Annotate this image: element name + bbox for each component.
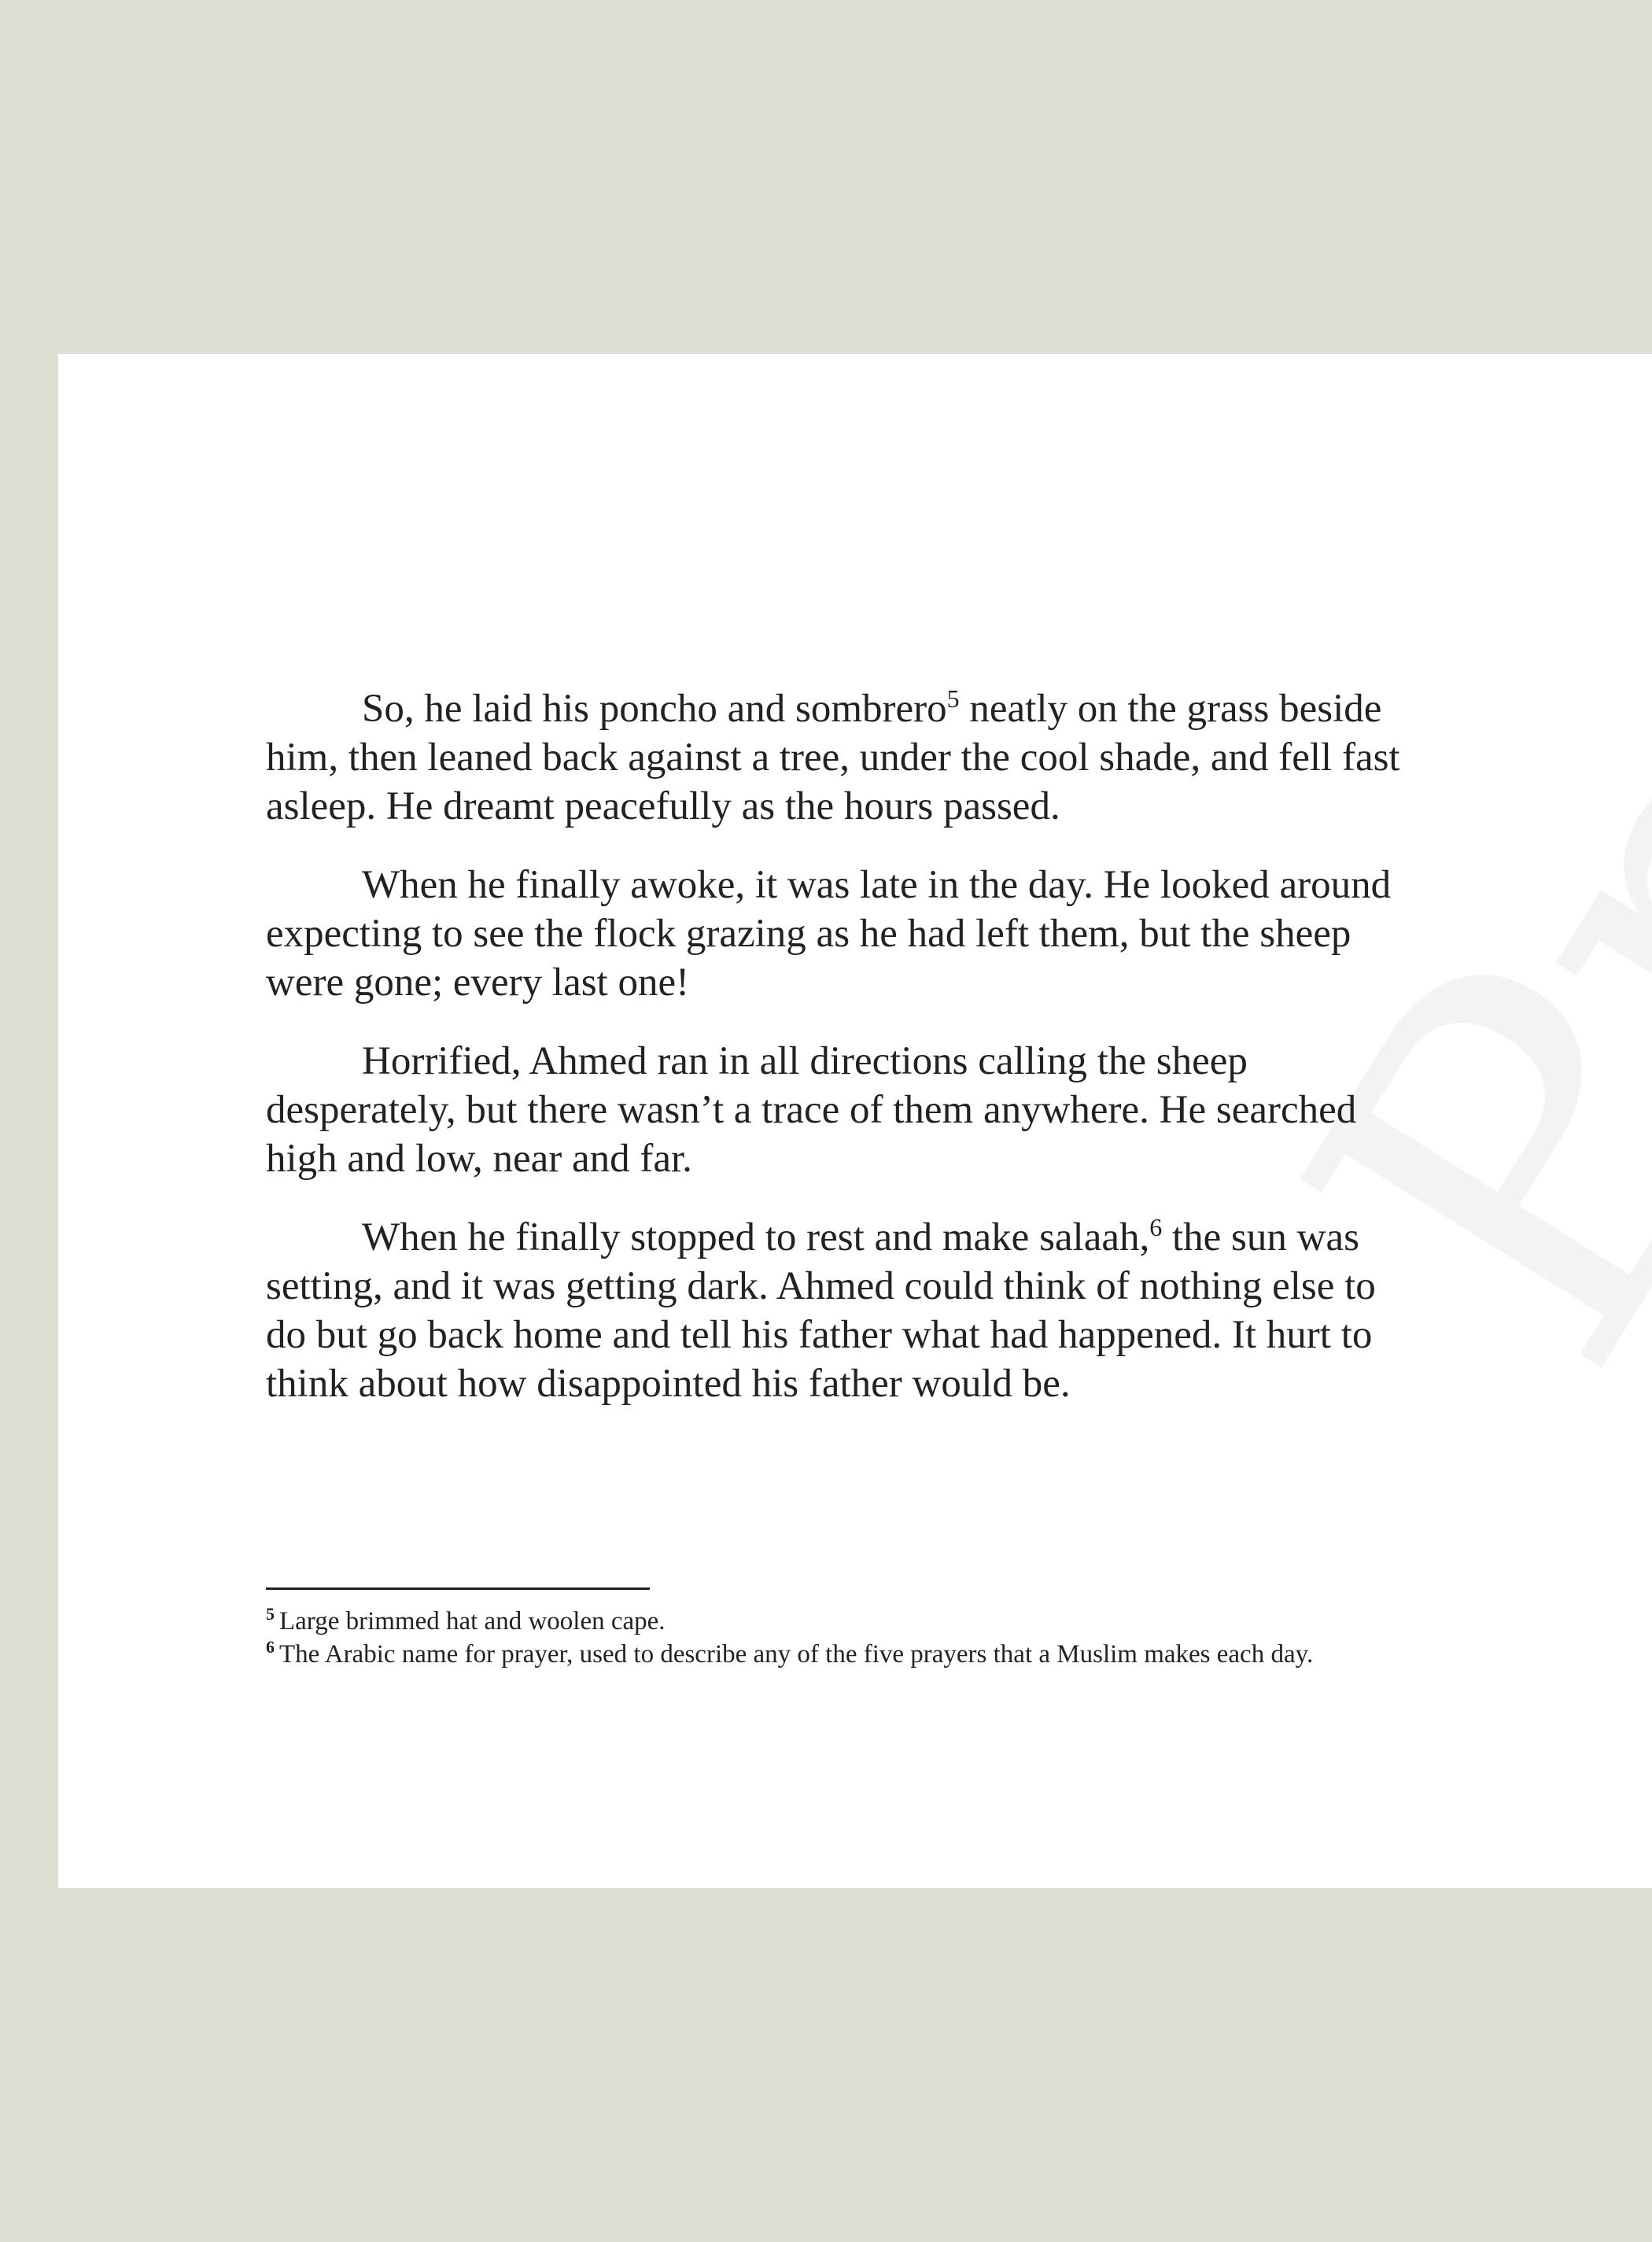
paragraph-3: [266, 1037, 1414, 1183]
paragraph-1: [266, 684, 1414, 831]
footnotes: [266, 1605, 1414, 1671]
footnote-marker: 6: [266, 1637, 275, 1657]
footnote-6: [266, 1638, 1414, 1671]
paragraph-1-text-cont: neatly on the grass beside him, then leaned back against a tree, under the cool shade, and fell fast asleep. He dreamt peacefully as the hours passed.: [266, 687, 1400, 828]
footnote-ref-5: 5: [946, 684, 960, 713]
paragraph-4: [266, 1213, 1414, 1408]
paragraph-2: [266, 861, 1414, 1007]
footnote-ref-6: 6: [1149, 1213, 1163, 1241]
document-page: [58, 354, 1652, 1888]
footnote-5: [266, 1605, 1414, 1638]
footnote-divider: [266, 1587, 650, 1590]
footnote-marker: 5: [266, 1604, 275, 1624]
footnote-text: Large brimmed hat and woolen cape.: [279, 1607, 666, 1635]
paragraph-1-text: So, he laid his poncho and sombrero: [362, 687, 947, 731]
paragraph-4-text-cont: the sun was setting, and it was getting dark. Ahmed could think of nothing else to do but go back home and tell his father what had happened. It hurt to think about how disappointed his father would be.: [266, 1215, 1376, 1406]
paragraph-3-text: Horrified, Ahmed ran in all directions calling the sheep desperately, but there wasn’t a trace of them anywhere. He searched high and low, near and far.: [266, 1039, 1357, 1181]
paragraph-2-text: When he finally awoke, it was late in the day. He looked around expecting to see the flock grazing as he had left them, but the sheep were gone; every last one!: [266, 863, 1392, 1005]
body-text: [266, 684, 1414, 1438]
paragraph-4-text: When he finally stopped to rest and make salaah,: [362, 1215, 1150, 1259]
footnote-text: The Arabic name for prayer, used to describe any of the five prayers that a Muslim makes each day.: [279, 1640, 1314, 1669]
